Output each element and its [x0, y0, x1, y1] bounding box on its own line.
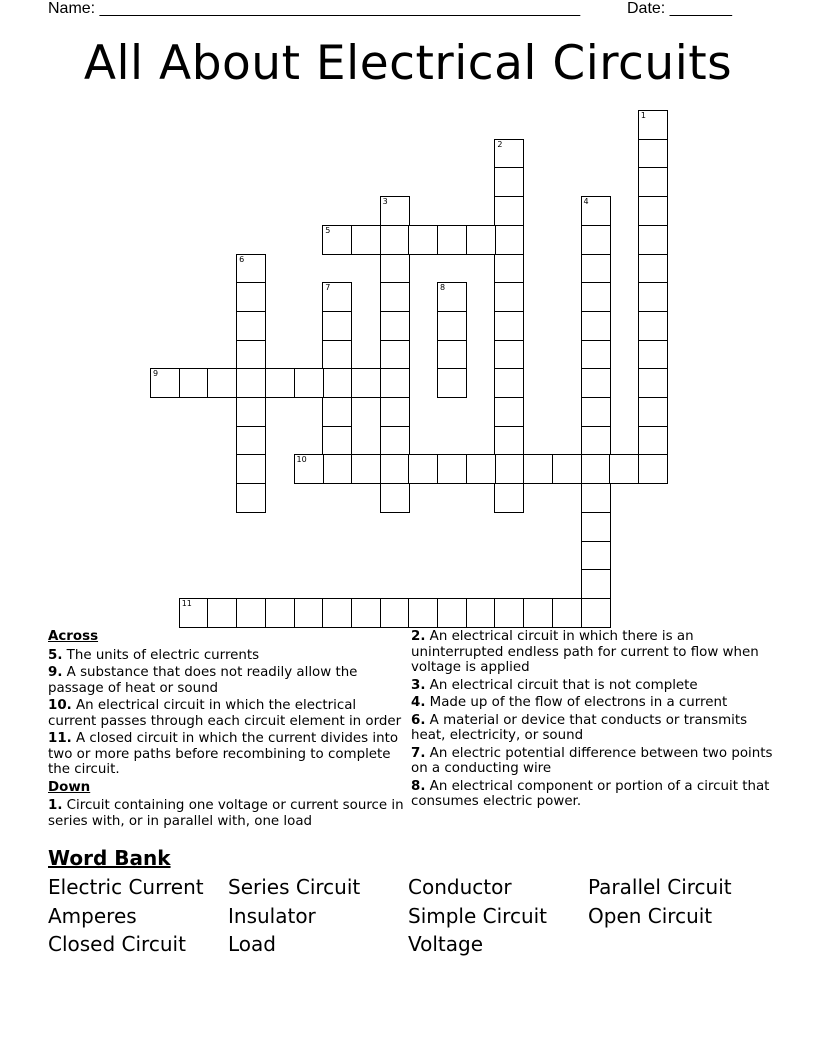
word-bank-item: Simple Circuit — [408, 903, 548, 928]
crossword-cell[interactable] — [609, 454, 639, 484]
crossword-cell[interactable] — [466, 225, 496, 255]
date-field[interactable]: Date: _______ — [627, 0, 732, 17]
crossword-cell[interactable] — [322, 225, 352, 255]
crossword-cell[interactable] — [207, 598, 237, 628]
clue — [411, 678, 776, 694]
crossword-cell[interactable] — [581, 512, 611, 542]
word-bank — [48, 873, 808, 959]
crossword-cell[interactable] — [408, 225, 438, 255]
down-heading: Down — [48, 779, 91, 795]
crossword-cell[interactable] — [437, 598, 467, 628]
word-bank-item: Amperes — [48, 903, 137, 928]
clue — [48, 665, 408, 696]
crossword-cell[interactable] — [380, 426, 410, 456]
crossword-cell[interactable] — [638, 139, 668, 169]
crossword-cell[interactable] — [581, 397, 611, 427]
crossword-cell[interactable] — [494, 254, 524, 284]
crossword-cell[interactable] — [638, 225, 668, 255]
crossword-cell[interactable] — [581, 426, 611, 456]
crossword-cell[interactable] — [351, 454, 381, 484]
page-title: All About Electrical Circuits — [83, 36, 733, 91]
crossword-cell[interactable] — [236, 311, 266, 341]
crossword-cell[interactable] — [265, 368, 295, 398]
crossword-cell[interactable] — [351, 368, 381, 398]
crossword-cell[interactable] — [265, 598, 295, 628]
crossword-cell[interactable] — [294, 368, 324, 398]
word-bank-item: Parallel Circuit — [588, 875, 732, 899]
word-bank-item: Open Circuit — [588, 903, 713, 928]
clue-number: 1. — [48, 798, 63, 813]
crossword-cell[interactable] — [236, 483, 266, 513]
crossword-cell[interactable] — [380, 254, 410, 284]
clue-text: An electrical circuit in which there is an uninterrupted endless path for current to flow when voltage is applied — [411, 629, 759, 675]
crossword-cell[interactable] — [494, 139, 524, 169]
crossword-cell[interactable] — [638, 311, 668, 341]
clue-text: An electric potential difference between two points on a conducting wire — [411, 745, 773, 776]
name-field[interactable]: Name: ______________________________________________________ — [48, 0, 581, 17]
crossword-cell[interactable] — [523, 598, 553, 628]
clue-number: 1 — [640, 111, 646, 120]
crossword-cell[interactable] — [179, 598, 209, 628]
crossword-cell[interactable] — [581, 598, 611, 628]
clue-number: 6. — [411, 712, 426, 728]
crossword-cell[interactable] — [437, 225, 467, 255]
clues-right-column — [411, 629, 776, 812]
word-bank-item: Closed Circuit — [48, 932, 186, 956]
crossword-cell[interactable] — [494, 311, 524, 341]
crossword-cell[interactable] — [523, 454, 553, 484]
crossword-cell[interactable] — [494, 196, 524, 226]
crossword-cell[interactable] — [494, 225, 524, 255]
down-clues-right — [411, 629, 776, 810]
clue-text: A closed circuit in which the current divides into two or more paths before recombining to complete the circuit. — [48, 731, 399, 777]
clue-text: An electrical circuit that is not complete — [425, 677, 698, 693]
crossword-cell[interactable] — [581, 454, 611, 484]
crossword-cell[interactable] — [581, 483, 611, 513]
crossword-cell[interactable] — [408, 598, 438, 628]
clue-text: Circuit containing one voltage or current source in series with, or in parallel with, one load — [48, 798, 404, 829]
crossword-cell[interactable] — [437, 282, 467, 312]
word-bank-item: Series Circuit — [228, 875, 361, 899]
crossword-cell[interactable] — [322, 311, 352, 341]
crossword-cell[interactable] — [380, 340, 410, 370]
crossword-cell[interactable] — [638, 397, 668, 427]
crossword-cell[interactable] — [494, 368, 524, 398]
clue-number: 5. — [48, 647, 63, 663]
crossword-cell[interactable] — [638, 368, 668, 398]
crossword-cell[interactable] — [322, 397, 352, 427]
clue-text: The units of electric currents — [62, 647, 260, 663]
crossword-cell[interactable] — [380, 483, 410, 513]
crossword-cell[interactable] — [466, 598, 496, 628]
clue-text: A substance that does not readily allow the passage of heat or sound — [48, 665, 358, 696]
word-bank-title: Word Bank — [48, 846, 171, 870]
clue-text: An electrical component or portion of a circuit that consumes electric power. — [411, 778, 770, 809]
word-bank-item: Load — [228, 932, 276, 956]
clue-text: Made up of the flow of electrons in a current — [425, 695, 728, 710]
crossword-cell[interactable] — [638, 167, 668, 197]
crossword-cell[interactable] — [581, 541, 611, 571]
clue-number: 5 — [325, 225, 331, 235]
crossword-cell[interactable] — [236, 282, 266, 312]
clue — [411, 746, 776, 777]
crossword-cell[interactable] — [322, 340, 352, 370]
clue-text: A material or device that conducts or transmits heat, electricity, or sound — [411, 712, 748, 743]
crossword-cell[interactable] — [294, 598, 324, 628]
clue-number: 6 — [239, 254, 245, 264]
clue-number: 8 — [440, 283, 446, 293]
clue — [48, 698, 408, 729]
clue-number: 9 — [153, 369, 159, 379]
clue — [411, 779, 776, 810]
clue-number: 9. — [48, 665, 63, 680]
clue-number: 3 — [382, 197, 388, 207]
crossword-cell[interactable] — [322, 598, 352, 628]
crossword-cell[interactable] — [494, 483, 524, 513]
crossword-cell[interactable] — [437, 340, 467, 370]
crossword-cell[interactable] — [638, 196, 668, 226]
clue-number: 11 — [181, 598, 192, 608]
clue-number: 8. — [411, 778, 426, 794]
crossword-cell[interactable] — [408, 454, 438, 484]
crossword-cell[interactable] — [236, 340, 266, 370]
crossword-cell[interactable] — [638, 340, 668, 370]
crossword-cell[interactable] — [581, 254, 611, 284]
crossword-grid — [150, 110, 670, 626]
crossword-cell[interactable] — [236, 454, 266, 484]
clues-left-column — [48, 629, 408, 831]
crossword-cell[interactable] — [380, 598, 410, 628]
crossword-cell[interactable] — [236, 426, 266, 456]
clue-number: 3. — [411, 677, 426, 693]
down-clues-left — [48, 798, 408, 829]
clue-number: 7. — [411, 745, 426, 761]
crossword-cell[interactable] — [380, 225, 410, 255]
crossword-cell[interactable] — [179, 368, 209, 398]
across-heading: Across — [48, 629, 99, 644]
clue-number: 11. — [48, 731, 72, 746]
crossword-cell[interactable] — [380, 196, 410, 226]
across-clues — [48, 648, 408, 778]
crossword-cell[interactable] — [380, 368, 410, 398]
crossword-cell[interactable] — [581, 225, 611, 255]
crossword-cell[interactable] — [437, 311, 467, 341]
crossword-cell[interactable] — [236, 397, 266, 427]
crossword-cell[interactable] — [581, 368, 611, 398]
crossword-cell[interactable] — [380, 311, 410, 341]
clue-number: 4 — [583, 197, 589, 207]
crossword-cell[interactable] — [581, 196, 611, 226]
crossword-cell[interactable] — [552, 454, 582, 484]
crossword-cell[interactable] — [207, 368, 237, 398]
crossword-cell[interactable] — [322, 368, 352, 398]
crossword-cell[interactable] — [494, 340, 524, 370]
clue — [48, 798, 408, 829]
crossword-cell[interactable] — [437, 368, 467, 398]
clue-number: 4. — [411, 695, 426, 710]
crossword-cell[interactable] — [494, 454, 524, 484]
crossword-cell[interactable] — [581, 311, 611, 341]
word-bank-item: Insulator — [228, 903, 316, 928]
crossword-cell[interactable] — [380, 282, 410, 312]
crossword-cell[interactable] — [638, 254, 668, 284]
clue — [411, 713, 776, 744]
clue-number: 10 — [296, 455, 307, 465]
crossword-cell[interactable] — [494, 426, 524, 456]
crossword-cell[interactable] — [380, 454, 410, 484]
header — [48, 0, 748, 20]
crossword-cell[interactable] — [380, 397, 410, 427]
crossword-cell[interactable] — [581, 569, 611, 599]
crossword-cell[interactable] — [494, 598, 524, 628]
clue — [411, 695, 776, 711]
crossword-cell[interactable] — [322, 426, 352, 456]
clue-text: An electrical circuit in which the electrical current passes through each circuit element in order — [48, 698, 402, 729]
crossword-cell[interactable] — [466, 454, 496, 484]
clue-number: 10. — [48, 698, 72, 713]
word-bank-item: Electric Current — [48, 875, 204, 899]
crossword-cell[interactable] — [581, 340, 611, 370]
crossword-cell[interactable] — [494, 282, 524, 312]
crossword-cell[interactable] — [322, 454, 352, 484]
crossword-cell[interactable] — [236, 254, 266, 284]
crossword-cell[interactable] — [150, 368, 180, 398]
crossword-cell[interactable] — [494, 167, 524, 197]
crossword-cell[interactable] — [236, 598, 266, 628]
crossword-cell[interactable] — [322, 282, 352, 312]
word-bank-item: Voltage — [408, 932, 484, 956]
clue — [48, 648, 408, 664]
crossword-cell[interactable] — [638, 426, 668, 456]
clue — [48, 731, 408, 778]
word-bank-item: Conductor — [408, 875, 512, 899]
crossword-cell[interactable] — [351, 598, 381, 628]
crossword-cell[interactable] — [294, 454, 324, 484]
clue-number: 2 — [497, 139, 503, 149]
crossword-cell[interactable] — [552, 598, 582, 628]
crossword-cell[interactable] — [437, 454, 467, 484]
clue-number: 2. — [411, 629, 426, 644]
crossword-cell[interactable] — [638, 110, 668, 140]
crossword-cell[interactable] — [638, 282, 668, 312]
crossword-cell[interactable] — [638, 454, 668, 484]
clue — [411, 629, 776, 676]
crossword-cell[interactable] — [236, 368, 266, 398]
crossword-cell[interactable] — [581, 282, 611, 312]
crossword-cell[interactable] — [494, 397, 524, 427]
crossword-cell[interactable] — [351, 225, 381, 255]
clue-number: 7 — [325, 283, 331, 293]
